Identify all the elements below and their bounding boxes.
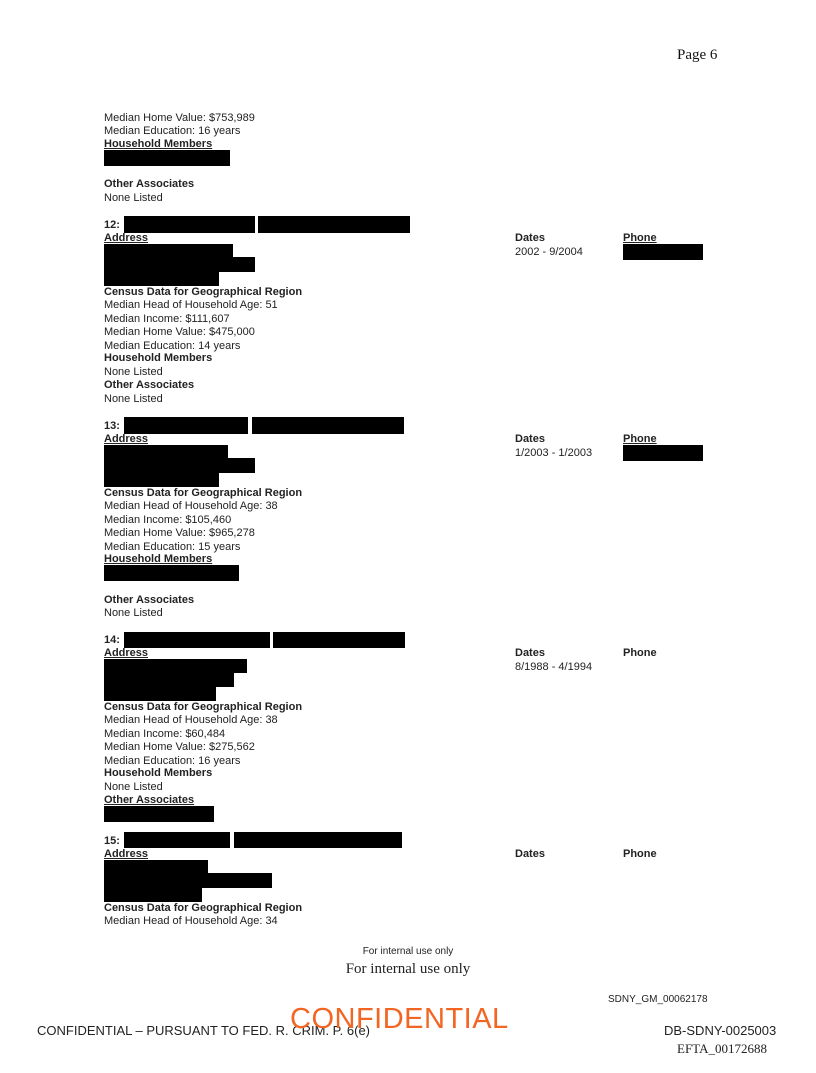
census-heading: Census Data for Geographical Region [104,487,303,499]
other-associates-heading: Other Associates [104,379,195,391]
redaction-bar [104,686,216,701]
median-age: Median Head of Household Age: 34 [104,915,278,927]
census-heading: Census Data for Geographical Region [104,286,303,298]
household-members-heading: Household Members [104,767,213,779]
address-heading: Address [104,232,149,244]
entry-number: 12: [104,219,120,231]
phone-heading: Phone [623,232,657,244]
phone-heading: Phone [623,848,657,860]
entry-number: 14: [104,634,120,646]
redaction-bar [104,672,234,687]
address-heading: Address [104,647,149,659]
dates-heading: Dates [515,848,545,860]
dates-value: 1/2003 - 1/2003 [515,447,593,459]
redaction-bar [104,806,214,822]
dates-heading: Dates [515,433,545,445]
other-associates-heading: Other Associates [104,594,195,606]
median-education: Median Education: 15 years [104,541,241,553]
redaction-bar [258,216,410,233]
median-education: Median Education: 16 years [104,125,241,137]
median-home-value: Median Home Value: $965,278 [104,527,255,539]
confidential-stamp: CONFIDENTIAL [290,1003,509,1035]
entry-number: 13: [104,420,120,432]
redaction-bar [104,659,247,673]
redaction-bar [252,417,404,434]
redaction-bar [104,271,219,286]
dates-heading: Dates [515,232,545,244]
median-age: Median Head of Household Age: 38 [104,714,278,726]
other-associates-value: None Listed [104,607,163,619]
median-home-value: Median Home Value: $275,562 [104,741,255,753]
address-heading: Address [104,433,149,445]
address-heading: Address [104,848,149,860]
median-age: Median Head of Household Age: 51 [104,299,278,311]
efta-number: EFTA_00172688 [677,1041,767,1056]
entry-number: 15: [104,835,120,847]
household-members-value: None Listed [104,366,163,378]
redaction-bar [124,632,270,648]
dates-heading: Dates [515,647,545,659]
dates-value: 2002 - 9/2004 [515,246,583,258]
redaction-bar [124,832,230,848]
household-members-heading: Household Members [104,352,213,364]
redaction-bar [104,860,208,874]
median-age: Median Head of Household Age: 38 [104,500,278,512]
redaction-bar [273,632,405,648]
median-home-value: Median Home Value: $475,000 [104,326,255,338]
other-associates-value: None Listed [104,192,163,204]
census-heading: Census Data for Geographical Region [104,902,303,914]
redaction-bar [124,417,248,434]
redaction-bar [104,244,233,258]
bates-number-gm: SDNY_GM_00062178 [608,994,708,1005]
median-education: Median Education: 14 years [104,340,241,352]
other-associates-heading: Other Associates [104,794,195,806]
redaction-bar [104,873,272,888]
median-income: Median Income: $105,460 [104,514,232,526]
household-members-value: None Listed [104,781,163,793]
redaction-bar [104,257,255,272]
other-associates-heading: Other Associates [104,178,195,190]
other-associates-value: None Listed [104,393,163,405]
household-members-heading: Household Members [104,553,213,565]
redaction-bar [104,445,228,459]
confidential-notice: CONFIDENTIAL – PURSUANT TO FED. R. CRIM. P. 6(e) [37,1023,371,1038]
dates-value: 8/1988 - 4/1994 [515,661,593,673]
redaction-bar [104,458,255,473]
census-heading: Census Data for Geographical Region [104,701,303,713]
internal-use-note: For internal use only [362,946,454,957]
internal-use-note-serif: For internal use only [345,961,471,977]
household-members-heading: Household Members [104,138,213,150]
redaction-bar [234,832,402,848]
redaction-bar [104,887,202,902]
phone-heading: Phone [623,647,657,659]
page-number: Page 6 [677,47,718,63]
median-home-value: Median Home Value: $753,989 [104,112,255,124]
phone-heading: Phone [623,433,657,445]
redaction-bar [104,150,230,166]
redaction-bar [104,472,219,487]
redaction-bar [623,445,703,461]
median-income: Median Income: $111,607 [104,313,230,325]
bates-number-db: DB-SDNY-0025003 [664,1023,777,1038]
redaction-bar [104,565,239,581]
median-education: Median Education: 16 years [104,755,241,767]
redaction-bar [124,216,255,233]
redaction-bar [623,244,703,260]
median-income: Median Income: $60,484 [104,728,226,740]
